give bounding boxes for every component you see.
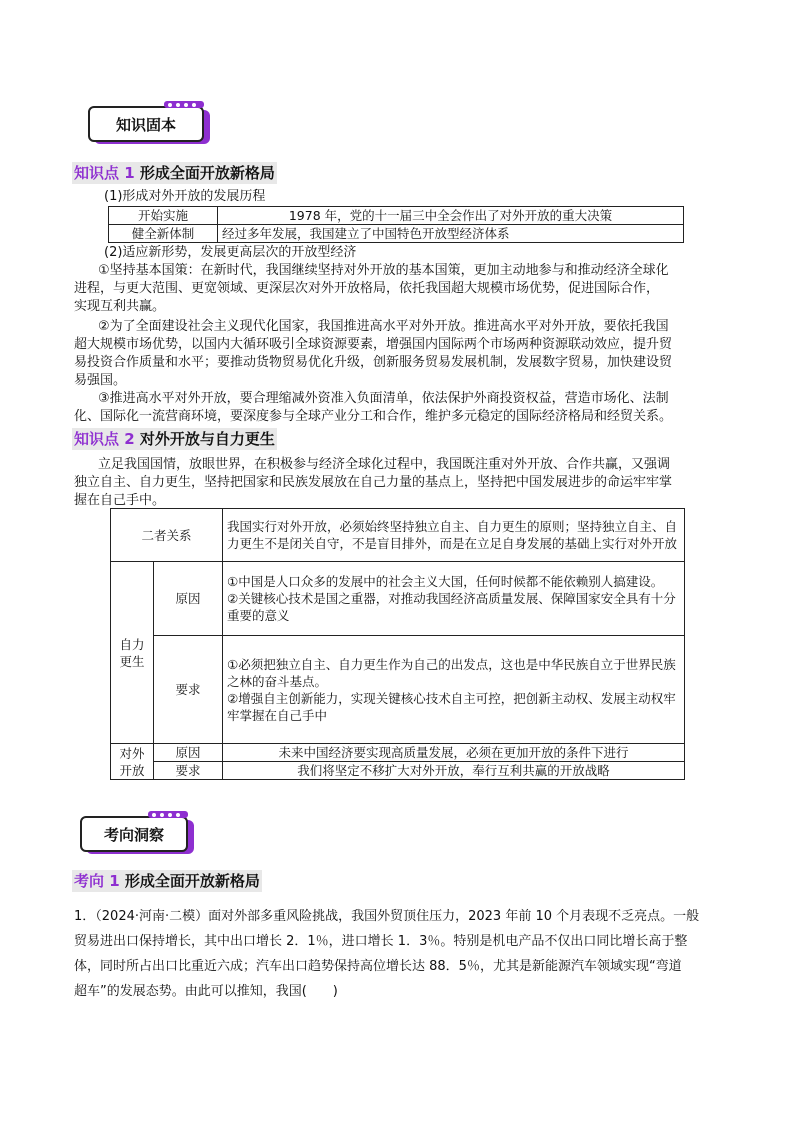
section-badge-knowledge — [88, 104, 212, 146]
text-line: ①坚持基本国策：在新时代，我国继续坚持对外开放的基本国策，更加主动地参与和推动经济全球化 — [98, 263, 669, 278]
table-cell: 我国实行对外开放，必须始终坚持独立自主、自力更生的原则；坚持独立自主、自力更生不是闭关自守，不是盲目排外，而是在立足自身发展的基础上实行对外开放 — [223, 509, 685, 562]
paragraph: (1)形成对外开放的发展历程 — [104, 189, 266, 204]
text-line: 超大规模市场优势，以国内大循环吸引全球资源要素，增强国内国际两个市场两种资源联动效应，提升贸 — [74, 337, 673, 352]
text-line: 立足我国国情，放眼世界，在积极参与经济全球化过程中，我国既注重对外开放、合作共赢，又强调 — [98, 457, 671, 472]
section-title: 形成全面开放新格局 — [139, 164, 275, 182]
table-cell: 二者关系 — [111, 509, 223, 562]
paragraph — [74, 390, 724, 426]
table-row — [111, 744, 685, 762]
table-cell: 对外开放 — [111, 744, 154, 780]
text-line: 实现互利共赢。 — [74, 299, 166, 314]
table-row — [109, 225, 684, 243]
table-cell: 原因 — [154, 562, 223, 636]
text-line: 易投资合作质量和水平；要推动货物贸易优化升级，创新服务贸易发展机制，发展数字贸易，加快建设贸 — [74, 355, 673, 370]
table-cell: 经过多年发展，我国建立了中国特色开放型经济体系 — [218, 225, 684, 243]
text-line: ③推进高水平对外开放，要合理缩减外资准入负面清单，依法保护外商投资权益，营造市场化、法制 — [98, 391, 669, 406]
badge-label: 考向洞察 — [80, 816, 188, 852]
section-number: 知识点 1 — [74, 164, 135, 182]
table-row — [111, 509, 685, 562]
section-title: 形成全面开放新格局 — [124, 872, 260, 890]
table-cell: 健全新体制 — [109, 225, 218, 243]
text-line: 易强国。 — [74, 373, 127, 388]
section-badge-insight — [80, 814, 196, 856]
section-number: 考向 1 — [74, 872, 120, 890]
table-cell: 未来中国经济要实现高质量发展，必须在更加开放的条件下进行 — [223, 744, 685, 762]
section-heading-2 — [72, 428, 277, 450]
text-line: ②为了全面建设社会主义现代化国家，我国推进高水平对外开放。推进高水平对外开放，要依托我国 — [98, 319, 669, 334]
section-title: 对外开放与自力更生 — [139, 430, 275, 448]
table-row — [109, 207, 684, 225]
text-line: 超车”的发展态势。由此可以推知，我国( ) — [74, 984, 338, 999]
table-cell: 我们将坚定不移扩大对外开放，奉行互利共赢的开放战略 — [223, 762, 685, 780]
badge-label: 知识固本 — [88, 106, 204, 142]
table-row — [111, 636, 685, 744]
cell-line: ①中国是人口众多的发展中的社会主义大国，任何时候都不能依赖别人搞建设。 — [227, 574, 664, 589]
question — [74, 904, 720, 1004]
table-cell — [223, 562, 685, 636]
table-cell: 原因 — [154, 744, 223, 762]
paragraph: (2)适应新形势，发展更高层次的开放型经济 — [104, 245, 357, 260]
table-cell: 要求 — [154, 762, 223, 780]
section-number: 知识点 2 — [74, 430, 135, 448]
table-cell: 要求 — [154, 636, 223, 744]
cell-line: ①必须把独立自主、自力更生作为自己的出发点，这也是中华民族自立于世界民族之林的奋斗基点。 — [227, 656, 676, 689]
table-cell: 开始实施 — [109, 207, 218, 225]
table-row — [111, 562, 685, 636]
table-cell: 1978 年，党的十一届三中全会作出了对外开放的重大决策 — [218, 207, 684, 225]
text-line: 贸易进出口保持增长，其中出口增长 2．1％，进口增长 1．3％。特别是机电产品不仅出口同比增长高于整 — [74, 934, 688, 949]
cell-line: ②关键核心技术是国之重器，对推动我国经济高质量发展、保障国家安全具有十分重要的意义 — [227, 591, 676, 623]
text-line: 握在自己手中。 — [74, 493, 166, 508]
table-cell: 自力更生 — [111, 562, 154, 744]
comparison-table — [110, 508, 685, 780]
paragraph — [74, 456, 724, 510]
text-line: 进程，与更大范围、更宽领域、更深层次对外开放格局，依托我国超大规模市场优势，促进国际合作， — [74, 281, 660, 296]
text-line: 化、国际化一流营商环境，要深度参与全球产业分工和合作，维护多元稳定的国际经济格局和经贸关系。 — [74, 409, 673, 424]
cell-line: ②增强自主创新能力，实现关键核心技术自主可控，把创新主动权、发展主动权牢牢掌握在自己手中 — [227, 690, 676, 723]
section-heading-3 — [72, 870, 262, 892]
table-cell — [223, 636, 685, 744]
paragraph — [74, 318, 724, 390]
text-line: 1．（2024·河南·二模）面对外部多重风险挑战，我国外贸顶住压力，2023 年前 10 个月表现不乏亮点。一般 — [74, 909, 700, 924]
table-row — [111, 762, 685, 780]
text-line: 独立自主、自力更生，坚持把国家和民族发展放在自己力量的基点上，坚持把中国发展进步的命运牢牢掌 — [74, 475, 673, 490]
section-heading-1 — [72, 162, 277, 184]
history-table — [108, 206, 684, 243]
text-line: 体，同时所占出口比重近六成；汽车出口趋势保持高位增长达 88．5％，尤其是新能源汽车领域实现“弯道 — [74, 959, 682, 974]
paragraph — [74, 262, 724, 316]
